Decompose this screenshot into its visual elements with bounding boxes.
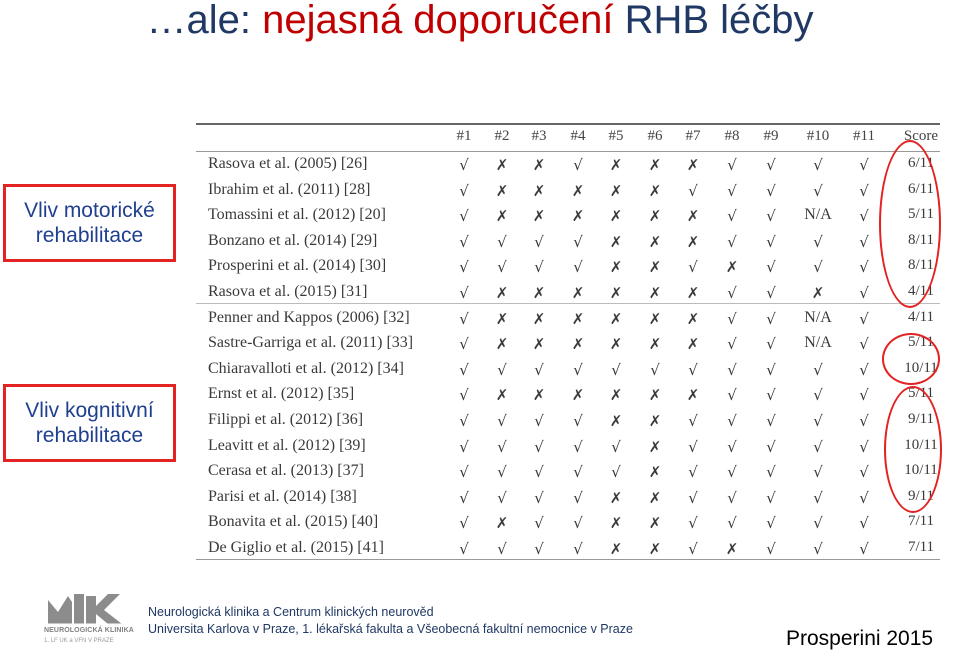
citation: Prosperini 2015 [786,627,934,650]
check-mark-icon: √ [497,232,507,251]
check-mark-icon: √ [859,540,869,558]
check-mark-icon: √ [727,386,737,405]
score-cell: 10/11 [904,436,938,453]
check-mark-icon: √ [813,181,823,200]
check-mark-icon: √ [611,463,621,482]
check-mark-icon: √ [497,437,507,456]
footer-line-2: Universita Karlova v Praze, 1. lékařská fakulta a Všeobecná fakultní nemocnice v Praze [148,622,633,636]
cross-mark-icon: ✗ [495,207,509,226]
check-mark-icon: √ [497,258,507,277]
check-mark-icon: √ [813,463,823,482]
check-mark-icon: √ [459,488,469,507]
cross-mark-icon: ✗ [648,156,662,174]
check-mark-icon: √ [766,488,776,507]
criterion-column-header: #9 [763,128,779,144]
score-cell: 9/11 [907,487,935,504]
cognitive-rehab-line1: Vliv kognitivní [25,399,154,422]
score-highlight-single [882,333,940,385]
check-mark-icon: √ [688,181,698,200]
study-name: Ernst et al. (2012) [35] [208,385,355,403]
check-mark-icon: √ [459,156,469,174]
cross-mark-icon: ✗ [495,514,509,533]
check-mark-icon: √ [497,412,507,430]
check-mark-icon: √ [727,463,737,482]
cross-mark-icon: ✗ [648,412,662,430]
cross-mark-icon: ✗ [609,258,623,277]
check-mark-icon: √ [766,335,776,354]
check-mark-icon: √ [766,514,776,533]
check-mark-icon: √ [859,309,869,328]
cross-mark-icon: ✗ [495,335,509,354]
cross-mark-icon: ✗ [609,284,623,302]
check-mark-icon: √ [573,463,583,482]
score-cell: 5/11 [907,385,935,402]
check-mark-icon: √ [573,156,583,174]
cross-mark-icon: ✗ [648,335,662,354]
check-mark-icon: √ [459,463,469,482]
cross-mark-icon: ✗ [648,437,662,456]
study-name: Sastre-Garriga et al. (2011) [33] [208,334,414,352]
cross-mark-icon: ✗ [609,156,623,174]
cross-mark-icon: ✗ [532,335,546,354]
check-mark-icon: √ [727,437,737,456]
criterion-column-header: #5 [608,128,624,144]
cross-mark-icon: ✗ [495,156,509,174]
check-mark-icon: √ [859,156,869,174]
check-mark-icon: √ [766,207,776,226]
cross-mark-icon: ✗ [609,181,623,200]
check-mark-icon: √ [459,514,469,533]
motor-rehab-line2: rehabilitace [35,224,144,247]
cross-mark-icon: ✗ [571,386,585,405]
cross-mark-icon: ✗ [648,181,662,200]
study-name: Penner and Kappos (2006) [32] [208,308,410,326]
motor-rehab-line1: Vliv motorické [24,199,155,222]
check-mark-icon: √ [534,232,544,251]
cross-mark-icon: ✗ [686,284,700,302]
check-mark-icon: √ [497,488,507,507]
check-mark-icon: √ [727,181,737,200]
study-name: Chiaravalloti et al. (2012) [34] [208,359,404,377]
check-mark-icon: √ [813,412,823,430]
score-cell: 7/11 [907,513,935,530]
check-mark-icon: √ [459,335,469,354]
check-mark-icon: √ [813,258,823,277]
check-mark-icon: √ [688,437,698,456]
check-mark-icon: √ [573,437,583,456]
study-quality-table [196,123,940,560]
study-name: Rasova et al. (2015) [31] [208,283,368,300]
check-mark-icon: √ [727,232,737,251]
logo-name: NEUROLOGICKÁ KLINIKA [44,627,134,634]
cross-mark-icon: ✗ [571,309,585,328]
check-mark-icon: √ [813,156,823,174]
study-name: Ibrahim et al. (2011) [28] [208,180,371,198]
criterion-column-header: #10 [806,128,830,144]
study-name: Tomassini et al. (2012) [20] [208,206,386,224]
cross-mark-icon: ✗ [609,412,623,430]
criterion-column-header: #8 [724,128,740,144]
cross-mark-icon: ✗ [648,463,662,482]
check-mark-icon: √ [859,386,869,405]
check-mark-icon: √ [459,181,469,200]
cross-mark-icon: ✗ [648,207,662,226]
logo-subtitle: 1. LF UK a VFN V PRAZE [44,638,114,644]
check-mark-icon: √ [766,540,776,558]
cross-mark-icon: ✗ [495,284,509,302]
check-mark-icon: √ [688,412,698,430]
cross-mark-icon: ✗ [495,181,509,200]
cross-mark-icon: ✗ [532,181,546,200]
check-mark-icon: √ [859,284,869,302]
check-mark-icon: √ [766,181,776,200]
cognitive-rehab-box [3,384,176,462]
check-mark-icon: √ [459,412,469,430]
cross-mark-icon: ✗ [609,309,623,328]
check-mark-icon: √ [766,258,776,277]
score-cell: 10/11 [904,359,938,376]
cross-mark-icon: ✗ [725,540,739,558]
check-mark-icon: √ [459,386,469,405]
not-applicable-cell: N/A [804,334,832,352]
check-mark-icon: √ [859,437,869,456]
criterion-column-header: #3 [531,128,547,144]
check-mark-icon: √ [497,463,507,482]
check-mark-icon: √ [650,360,660,379]
study-name: Prosperini et al. (2014) [30] [208,257,387,275]
cross-mark-icon: ✗ [609,488,623,507]
check-mark-icon: √ [459,540,469,558]
check-mark-icon: √ [573,540,583,558]
table-bottom-rule [196,559,940,560]
cross-mark-icon: ✗ [609,540,623,558]
criterion-column-header: #4 [570,128,586,144]
not-applicable-cell: N/A [804,308,832,326]
cross-mark-icon: ✗ [495,309,509,328]
cross-mark-icon: ✗ [686,309,700,328]
cross-mark-icon: ✗ [648,386,662,405]
title-prefix: …ale: [146,0,263,42]
check-mark-icon: √ [688,463,698,482]
check-mark-icon: √ [534,488,544,507]
check-mark-icon: √ [727,514,737,533]
check-mark-icon: √ [459,360,469,379]
check-mark-icon: √ [534,360,544,379]
check-mark-icon: √ [813,540,823,558]
score-cell: 4/11 [907,308,935,325]
cross-mark-icon: ✗ [686,207,700,226]
check-mark-icon: √ [859,412,869,430]
study-name: De Giglio et al. (2015) [41] [208,539,384,556]
cross-mark-icon: ✗ [648,488,662,507]
check-mark-icon: √ [688,514,698,533]
cross-mark-icon: ✗ [648,514,662,533]
check-mark-icon: √ [727,412,737,430]
check-mark-icon: √ [727,335,737,354]
check-mark-icon: √ [859,232,869,251]
motor-rehab-box [3,184,176,262]
check-mark-icon: √ [688,540,698,558]
table-group-divider [196,303,940,304]
cross-mark-icon: ✗ [686,156,700,174]
check-mark-icon: √ [727,309,737,328]
score-cell: 6/11 [907,180,935,197]
cross-mark-icon: ✗ [648,258,662,277]
check-mark-icon: √ [534,463,544,482]
check-mark-icon: √ [813,437,823,456]
check-mark-icon: √ [766,412,776,430]
score-column-header: Score [903,128,939,144]
study-name: Leavitt et al. (2012) [39] [208,436,366,454]
cross-mark-icon: ✗ [571,181,585,200]
check-mark-icon: √ [766,463,776,482]
score-cell: 5/11 [907,206,935,223]
cross-mark-icon: ✗ [495,386,509,405]
score-cell: 5/11 [907,334,935,351]
check-mark-icon: √ [766,232,776,251]
check-mark-icon: √ [497,540,507,558]
score-highlight-cognitive [884,386,942,513]
study-name: Bonavita et al. (2015) [40] [208,513,379,531]
check-mark-icon: √ [727,488,737,507]
score-cell: 8/11 [907,257,935,274]
not-applicable-cell: N/A [804,206,832,224]
table-top-rule [196,123,940,125]
check-mark-icon: √ [459,309,469,328]
check-mark-icon: √ [766,156,776,174]
check-mark-icon: √ [859,258,869,277]
score-cell: 10/11 [904,462,938,479]
slide-title [0,0,960,42]
check-mark-icon: √ [727,360,737,379]
cross-mark-icon: ✗ [648,232,662,251]
study-name: Filippi et al. (2012) [36] [208,411,364,428]
cross-mark-icon: ✗ [725,258,739,277]
check-mark-icon: √ [688,258,698,277]
criterion-column-header: #7 [685,128,701,144]
check-mark-icon: √ [497,360,507,379]
criterion-column-header: #2 [494,128,510,144]
footer-line-1: Neurologická klinika a Centrum klinických neurověd [148,605,434,619]
check-mark-icon: √ [459,437,469,456]
check-mark-icon: √ [766,309,776,328]
study-name: Bonzano et al. (2014) [29] [208,231,378,249]
title-highlight: nejasná doporučení [262,0,614,42]
study-name: Cerasa et al. (2013) [37] [208,462,364,480]
criterion-column-header: #6 [647,128,663,144]
cross-mark-icon: ✗ [811,284,825,302]
cross-mark-icon: ✗ [571,335,585,354]
check-mark-icon: √ [611,437,621,456]
cross-mark-icon: ✗ [686,232,700,251]
check-mark-icon: √ [573,360,583,379]
cross-mark-icon: ✗ [571,284,585,302]
check-mark-icon: √ [727,156,737,174]
cognitive-rehab-line2: rehabilitace [35,424,144,447]
cross-mark-icon: ✗ [648,540,662,558]
cross-mark-icon: ✗ [532,284,546,302]
cross-mark-icon: ✗ [648,284,662,302]
check-mark-icon: √ [688,360,698,379]
check-mark-icon: √ [813,386,823,405]
check-mark-icon: √ [813,360,823,379]
check-mark-icon: √ [859,463,869,482]
check-mark-icon: √ [573,258,583,277]
check-mark-icon: √ [859,514,869,533]
check-mark-icon: √ [534,437,544,456]
check-mark-icon: √ [459,258,469,277]
study-name: Parisi et al. (2014) [38] [208,487,357,505]
cross-mark-icon: ✗ [532,207,546,226]
score-highlight-motor [879,140,941,308]
cross-mark-icon: ✗ [686,386,700,405]
check-mark-icon: √ [859,335,869,354]
check-mark-icon: √ [459,232,469,251]
score-cell: 8/11 [907,231,935,248]
check-mark-icon: √ [813,514,823,533]
check-mark-icon: √ [534,540,544,558]
cross-mark-icon: ✗ [609,232,623,251]
check-mark-icon: √ [688,488,698,507]
check-mark-icon: √ [859,207,869,226]
cross-mark-icon: ✗ [609,207,623,226]
score-cell: 9/11 [907,411,935,427]
cross-mark-icon: ✗ [648,309,662,328]
check-mark-icon: √ [534,412,544,430]
check-mark-icon: √ [459,284,469,302]
check-mark-icon: √ [766,360,776,379]
cross-mark-icon: ✗ [532,386,546,405]
score-cell: 4/11 [907,283,935,299]
check-mark-icon: √ [859,360,869,379]
cross-mark-icon: ✗ [571,207,585,226]
check-mark-icon: √ [611,360,621,379]
title-suffix: RHB léčby [613,0,814,42]
check-mark-icon: √ [534,514,544,533]
criterion-column-header: #11 [853,128,875,144]
check-mark-icon: √ [766,284,776,302]
check-mark-icon: √ [573,412,583,430]
cross-mark-icon: ✗ [609,335,623,354]
cross-mark-icon: ✗ [609,514,623,533]
check-mark-icon: √ [459,207,469,226]
score-cell: 6/11 [907,155,935,171]
study-name: Rasova et al. (2005) [26] [208,155,368,172]
check-mark-icon: √ [813,488,823,507]
score-cell: 7/11 [907,539,935,555]
cross-mark-icon: ✗ [532,156,546,174]
check-mark-icon: √ [534,258,544,277]
cross-mark-icon: ✗ [609,386,623,405]
check-mark-icon: √ [859,488,869,507]
cross-mark-icon: ✗ [532,309,546,328]
check-mark-icon: √ [727,284,737,302]
check-mark-icon: √ [573,514,583,533]
check-mark-icon: √ [766,437,776,456]
check-mark-icon: √ [766,386,776,405]
check-mark-icon: √ [573,488,583,507]
table-header-rule [196,151,940,152]
check-mark-icon: √ [813,232,823,251]
check-mark-icon: √ [859,181,869,200]
cross-mark-icon: ✗ [686,335,700,354]
check-mark-icon: √ [727,207,737,226]
check-mark-icon: √ [573,232,583,251]
criterion-column-header: #1 [456,128,472,144]
